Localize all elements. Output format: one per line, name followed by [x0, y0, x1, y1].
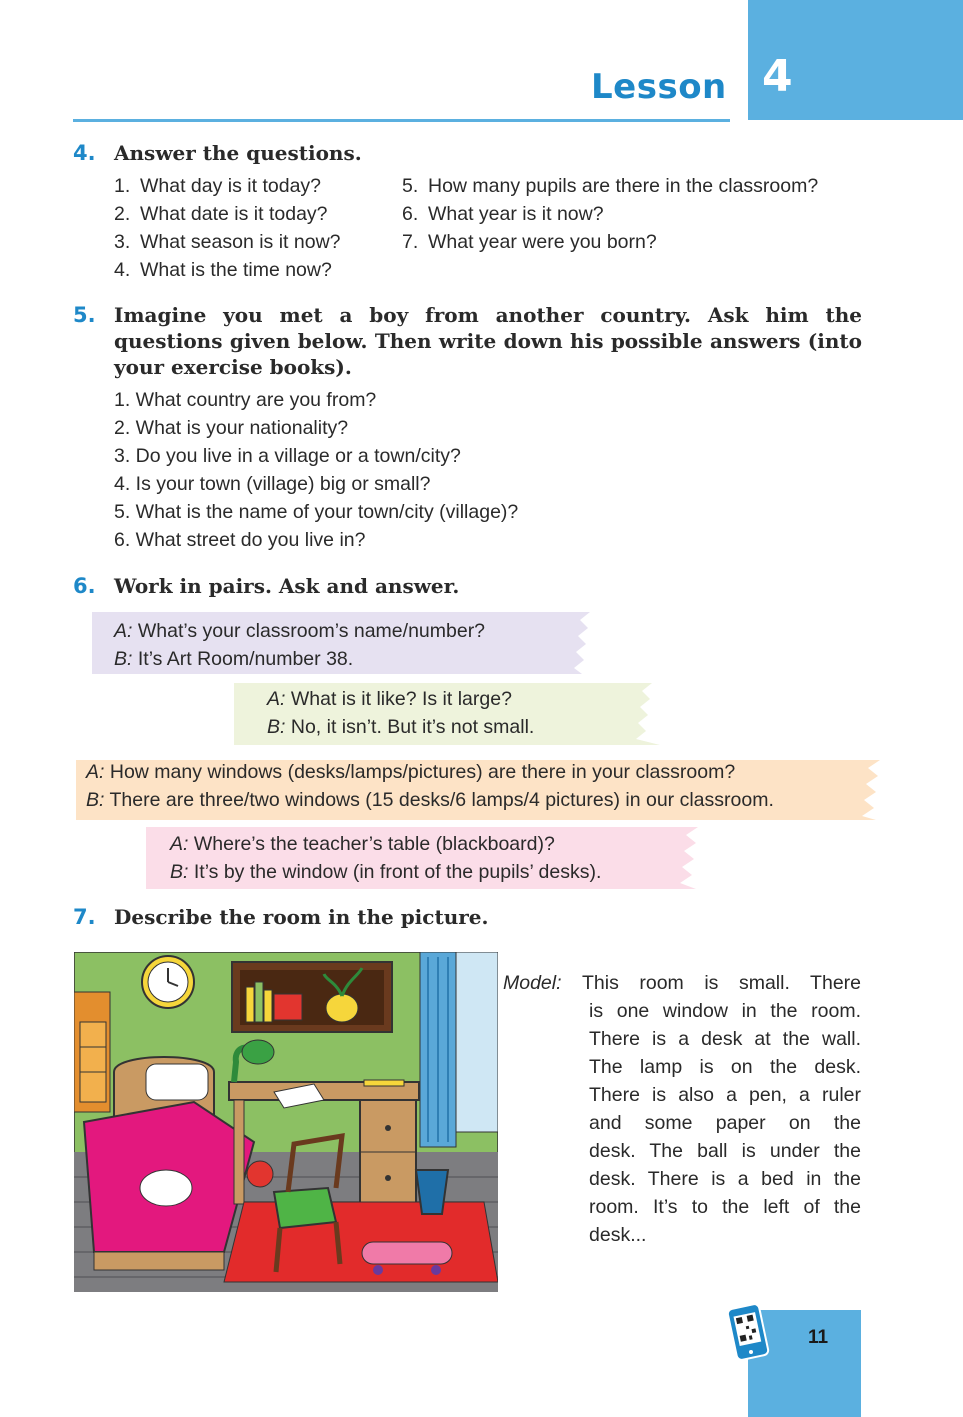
model-label: Model:: [503, 972, 562, 994]
question-item: 3. Do you live in a village or a town/city?: [114, 445, 461, 467]
dialogue-line-b: B: It’s by the window (in front of the pupils’ desks).: [170, 861, 602, 883]
dialogue-4: [170, 830, 601, 886]
dialogue-line-a: A: Where’s the teacher’s table (blackboard)?: [170, 833, 555, 855]
dialogue-3: [86, 758, 774, 814]
page-number: 11: [808, 1327, 829, 1348]
exercise-4-number: 4.: [73, 141, 96, 165]
model-text: Model: This room is small. There is one window in the room. There is a desk at the wall. The lamp is on the desk. There is also a pen, a ruler and some paper on the desk. The ball is under the desk. There is a bed in the room. It’s to the left of the desk...: [503, 969, 861, 1249]
question-item: 7. What year were you born?: [402, 231, 657, 253]
lesson-number: 4: [762, 51, 793, 102]
question-item: 5. What is the name of your town/city (village)?: [114, 501, 519, 523]
question-item: 6. What year is it now?: [402, 203, 604, 225]
room-illustration: [74, 952, 498, 1292]
exercise-5-list: [114, 386, 518, 554]
dialogue-line-b: B: There are three/two windows (15 desks/6 lamps/4 pictures) in our classroom.: [86, 789, 774, 811]
question-item: 1. What country are you from?: [114, 389, 377, 411]
exercise-5-title: Imagine you met a boy from another country. Ask him the questions given below. Then write down his possible answers (into your exercise books).: [114, 303, 862, 379]
exercise-4-col2: [402, 172, 818, 256]
model-first-line: Model: This room is small. There: [503, 969, 861, 997]
exercise-7-number: 7.: [73, 905, 96, 929]
exercise-4-title: Answer the questions.: [114, 141, 362, 165]
question-item: 2. What date is it today?: [114, 203, 328, 225]
exercise-6-number: 6.: [73, 574, 96, 598]
question-item: 4. What is the time now?: [114, 259, 332, 281]
dialogue-2: [267, 685, 534, 741]
header-rule: [73, 119, 730, 122]
question-item: 2. What is your nationality?: [114, 417, 349, 439]
dialogue-line-a: A: What’s your classroom’s name/number?: [114, 620, 486, 642]
dialogue-line-b: B: No, it isn’t. But it’s not small.: [267, 716, 535, 738]
dialogue-line-a: A: What is it like? Is it large?: [267, 688, 512, 710]
dialogue-1: [114, 617, 485, 673]
exercise-6-title: Work in pairs. Ask and answer.: [114, 574, 460, 598]
question-item: 6. What street do you live in?: [114, 529, 366, 551]
dialogue-line-a: A: How many windows (desks/lamps/pictures) are there in your classroom?: [86, 761, 736, 783]
phone-qr-icon: [728, 1304, 774, 1362]
exercise-4-col1: [114, 172, 341, 284]
question-item: 5. How many pupils are there in the classroom?: [402, 175, 819, 197]
question-item: 4. Is your town (village) big or small?: [114, 473, 431, 495]
exercise-5-number: 5.: [73, 303, 96, 327]
question-item: 1. What day is it today?: [114, 175, 322, 197]
question-item: 3. What season is it now?: [114, 231, 341, 253]
exercise-7-title: Describe the room in the picture.: [114, 905, 489, 929]
lesson-title: Lesson: [591, 67, 727, 107]
dialogue-line-b: B: It’s Art Room/number 38.: [114, 648, 354, 670]
